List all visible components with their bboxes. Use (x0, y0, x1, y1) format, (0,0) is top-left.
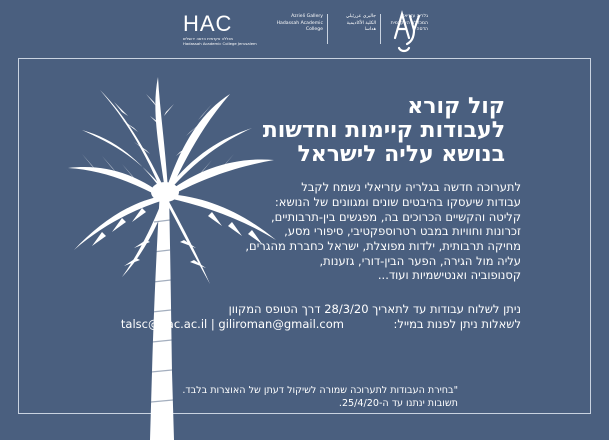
logo-divider (380, 14, 381, 44)
title-line-3: בנושא עליה לישראל (297, 142, 505, 167)
gallery-en-line2: Hadassah Academic (276, 20, 323, 26)
body-line-1: לתערוכה חדשה בגלריה עזריאלי נשמח לקבל (301, 180, 521, 194)
body-line-3: קליטה והקשיים הכרוכים בה, מפגשים בין-תרבותיים, (271, 210, 521, 224)
gallery-he-line2: המכללה האקדמית (390, 20, 428, 26)
gallery-en-line1: Azrieli Gallery (291, 14, 323, 19)
gallery-ar-line1: جاليري عزرئيلي (345, 14, 376, 19)
gallery-he-line3: הדסה (416, 27, 428, 32)
logos-bar (0, 8, 609, 54)
hac-logo-letters: HAC (183, 11, 233, 36)
title-line-1: קול קורא (407, 94, 505, 119)
deadline-text: ניתן לשלוח עבודות עד לתאריך 28/3/20 דרך הטופס המקוון (228, 302, 521, 316)
title-line-2: לעבודות קיימות וחדשות (262, 118, 505, 143)
gallery-he-line1: גלריה עזריאלי (400, 14, 428, 19)
body-line-5: מחיקה תרבותית, ילדות מפוצלת, ישראל כחברת מהגרים, (245, 239, 521, 253)
gallery-en-line3: College (305, 27, 323, 32)
hac-logo (183, 11, 257, 52)
gallery-logo-english (268, 14, 323, 34)
hac-logo-hebrew-caption: מכללה אקדמית הדסה ירושלים (183, 36, 233, 41)
response-date-note: תשובות ינתנו עד ה-25/4/20. (338, 398, 458, 409)
body-line-6: עליה מול הגירה, הפער הבין-דורי, גזענות, (319, 254, 521, 268)
gallery-ar-line2: الكلية الأكاديمية (346, 20, 376, 26)
logo-divider (327, 14, 328, 44)
selection-note: "בחירת העבודות לתערוכה שמורה לשיקול דעתן של האוצרות בלבד. (182, 385, 458, 396)
azrieli-monogram-logo (393, 8, 423, 54)
body-line-4: זכרונות וחוויות במבט רטרוספקטיבי, סיפורי מסע, (284, 224, 521, 238)
contact-label: לשאלות ניתן לפנות במייל: (393, 317, 521, 331)
hac-logo-english-caption: Hadassah Academic College Jerusalem (183, 41, 257, 46)
gallery-logo-arabic (332, 14, 376, 34)
body-line-2: עבודות שיעסקו בהיבטים שונים ומגוונים של הנושא: (274, 195, 521, 209)
contact-emails[interactable]: talsc@hac.ac.il | giliroman@gmail.com (120, 317, 344, 331)
body-line-7: קסנופוביה ואנטישמיות ועוד... (377, 268, 521, 282)
gallery-ar-line3: هداسا (364, 27, 376, 32)
